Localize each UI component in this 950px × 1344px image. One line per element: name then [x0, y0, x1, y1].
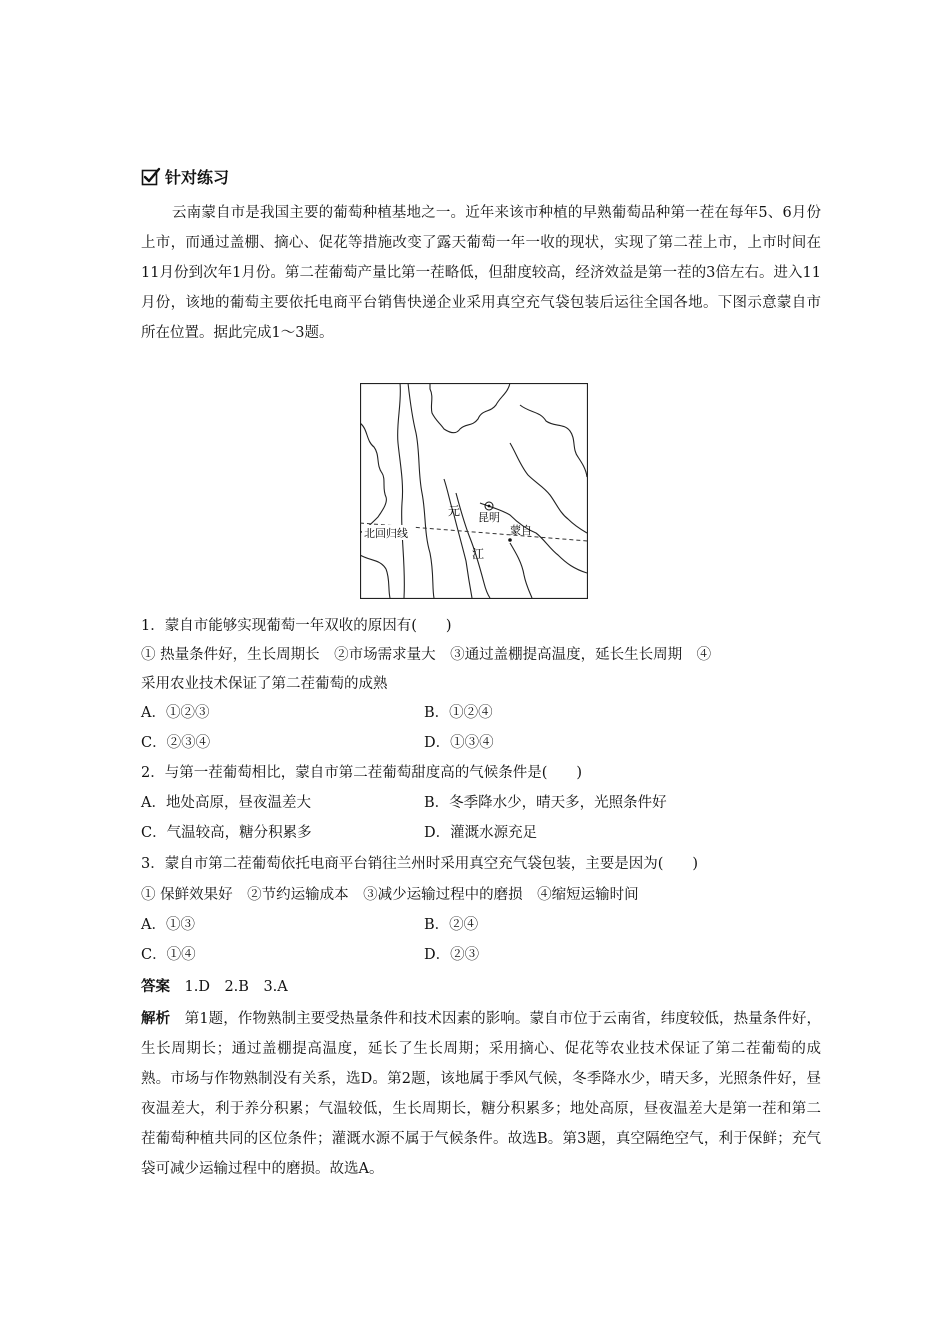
q1-option-a: A．①②③ [141, 705, 210, 721]
explanation-label: 解析 [141, 1011, 171, 1027]
q1-option-b: B．①②④ [424, 705, 493, 721]
q2-option-a: A．地处高原，昼夜温差大 [141, 795, 311, 811]
q3-statement: ① 保鲜效果好 ②节约运输成本 ③减少运输过程中的磨损 ④缩短运输时间 [141, 887, 639, 903]
q1-statement-1: ① 热量条件好，生长周期长 ②市场需求量大 ③通过盖棚提高温度，延长生长周期 ④ [141, 647, 712, 663]
map-label-tropic: 北回归线 [364, 527, 408, 540]
q1-statement-2: 采用农业技术保证了第二茬葡萄的成熟 [141, 676, 388, 692]
explanation-paragraph [141, 1004, 821, 1184]
q3-stem: 3．蒙自市第二茬葡萄依托电商平台销往兰州时采用真空充气袋包装，主要是因为( ) [141, 856, 699, 872]
explanation-text: 第1题，作物熟制主要受热量条件和技术因素的影响。蒙自市位于云南省，纬度较低，热量条件好，生长周期长；通过盖棚提高温度，延长了生长周期；采用摘心、促花等农业技术保证了第二茬葡萄的成熟。市场与作物熟制没有关系，选D。第2题，该地属于季风气候，冬季降水少，晴天多，光照条件好，昼夜温差大，利于养分积累；气温较低，生长周期长，糖分积累多；地处高原，昼夜温差大是第一茬和第二茬葡萄种植共同的区位条件；灌溉水源不属于气候条件。故选B。第3题，真空隔绝空气，利于保鲜；充气袋可减少运输过程中的磨损。故选A。 [141, 1011, 822, 1177]
map-label-jiang: 江 [472, 547, 485, 561]
q2-option-b: B．冬季降水少，晴天多，光照条件好 [424, 795, 667, 811]
answer-line [141, 972, 288, 1002]
q1-option-d: D．①③④ [424, 735, 494, 751]
q1-stem: 1．蒙自市能够实现葡萄一年双收的原因有( ) [141, 618, 452, 634]
map-label-mengzi: 蒙自 [510, 524, 532, 537]
q3-option-d: D．②③ [424, 947, 480, 963]
map-label-kunming: 昆明 [478, 511, 500, 524]
q2-stem: 2．与第一茬葡萄相比，蒙自市第二茬葡萄甜度高的气候条件是( ) [141, 765, 583, 781]
section-heading [141, 165, 229, 188]
section-title: 针对练习 [165, 168, 230, 187]
answer-label: 答案 [141, 979, 170, 995]
q3-option-c: C．①④ [141, 947, 196, 963]
map-label-yuan: 元 [448, 504, 461, 518]
intro-paragraph: 云南蒙自市是我国主要的葡萄种植基地之一。近年来该市种植的早熟葡萄品种第一茬在每年5、6月份上市，而通过盖棚、摘心、促花等措施改变了露天葡萄一年一收的现状，实现了第二茬上市，上市时间在11月份到次年1月份。第二茬葡萄产量比第一茬略低，但甜度较高，经济效益是第一茬的3倍左右。进入11月份，该地的葡萄主要依托电商平台销售快递企业采用真空充气袋包装后运往全国各地。下图示意蒙自市所在位置。据此完成1～3题。 [141, 205, 821, 341]
q2-option-c: C．气温较高，糖分积累多 [141, 825, 312, 841]
q3-option-b: B．②④ [424, 917, 479, 933]
location-map [360, 383, 588, 599]
q2-option-d: D．灌溉水源充足 [424, 825, 538, 841]
q3-option-a: A．①③ [141, 917, 195, 933]
checkbox-check-icon [141, 167, 161, 187]
answer-text: 1.D 2.B 3.A [184, 979, 288, 995]
q1-option-c: C．②③④ [141, 735, 211, 751]
